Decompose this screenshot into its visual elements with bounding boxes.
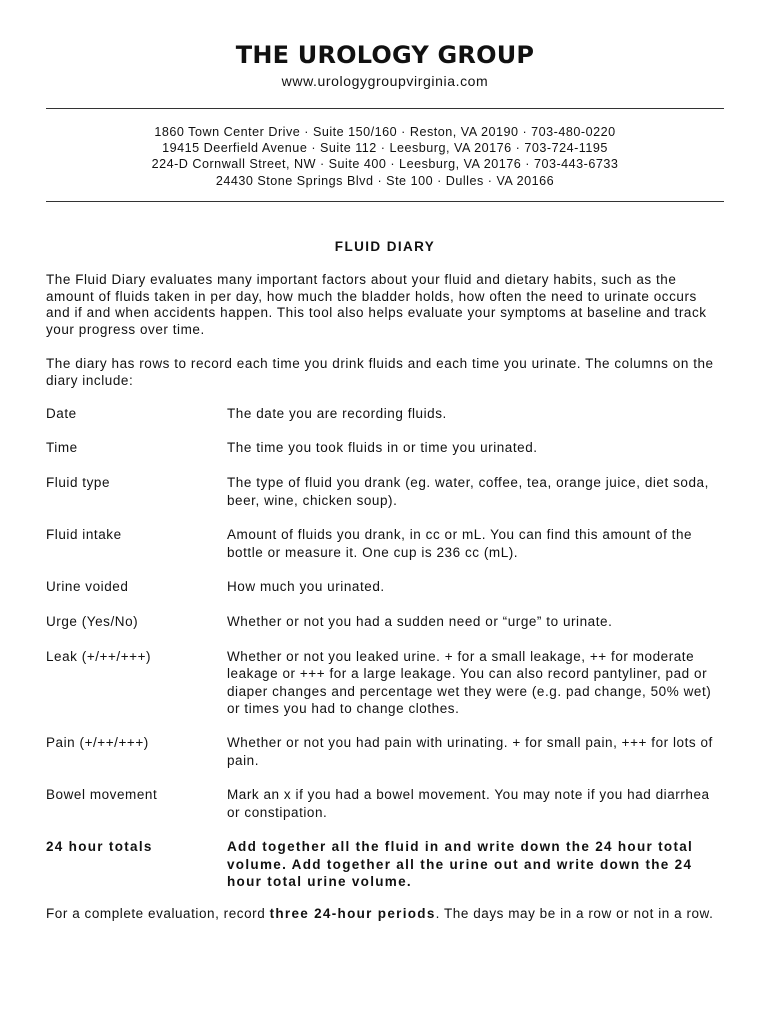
definition-description: Amount of fluids you drank, in cc or mL. You can find this amount of the bottle or measure it. One cup is 236 cc (mL). xyxy=(227,527,693,560)
intro-paragraph: The diary has rows to record each time you drink fluids and each time you urinate. The columns on the diary include: xyxy=(46,356,714,388)
definition-description: How much you urinated. xyxy=(227,579,385,595)
definition-description: Add together all the fluid in and write down the 24 hour total volume. Add together all the urine out and write down the 24 hour total urine volume. xyxy=(227,839,694,889)
organization-title: THE UROLOGY GROUP xyxy=(235,41,535,69)
section-title: FLUID DIARY xyxy=(334,238,436,254)
definition-term: Date xyxy=(46,405,77,421)
definition-term: Fluid type xyxy=(46,475,111,491)
definition-term: Fluid intake xyxy=(46,527,122,543)
definition-description: Whether or not you had a sudden need or “urge” to urinate. xyxy=(227,614,613,630)
definition-row xyxy=(46,439,724,456)
definition-term: Pain (+/++/+++) xyxy=(46,735,149,751)
definition-description: Mark an x if you had a bowel movement. You may note if you had diarrhea or constipation. xyxy=(227,787,710,820)
definition-row xyxy=(46,405,724,422)
definition-term: Leak (+/++/+++) xyxy=(46,648,152,664)
definition-row xyxy=(46,613,724,630)
bottom-divider xyxy=(46,201,724,202)
top-divider xyxy=(46,108,724,109)
definition-row xyxy=(46,648,724,718)
definition-row xyxy=(46,526,724,561)
definition-description: The time you took fluids in or time you urinated. xyxy=(227,440,538,455)
definition-term: 24 hour totals xyxy=(46,839,153,855)
definition-description: The date you are recording fluids. xyxy=(227,405,447,421)
definition-row xyxy=(46,734,724,769)
definition-row-totals xyxy=(46,838,724,890)
address-line: 1860 Town Center Drive · Suite 150/160 · Reston, VA 20190 · 703-480-0220 xyxy=(154,125,616,139)
intro-paragraph: The Fluid Diary evaluates many important factors about your fluid and dietary habits, such as the amount of fluids taken in per day, how much the bladder holds, how often the need to urinate occurs and if and when accidents happen. This tool also helps evaluate your symptoms at baseline and track your progress over time. xyxy=(46,271,707,338)
organization-website: www.urologygroupvirginia.com xyxy=(281,73,489,89)
footer-note xyxy=(46,906,724,923)
definition-term: Bowel movement xyxy=(46,787,158,803)
definition-row xyxy=(46,474,724,509)
definition-row xyxy=(46,578,724,595)
footer-text: For a complete evaluation, record xyxy=(46,906,270,922)
definition-description: Whether or not you had pain with urinating. + for small pain, +++ for lots of pain. xyxy=(227,735,713,768)
definition-term: Urge (Yes/No) xyxy=(46,614,139,630)
address-line: 24430 Stone Springs Blvd · Ste 100 · Dulles · VA 20166 xyxy=(215,173,555,188)
definition-term: Urine voided xyxy=(46,579,129,595)
definition-description: Whether or not you leaked urine. + for a small leakage, ++ for moderate leakage or +++ for a large leakage. You can also record pantyliner, pad or diaper changes and percentage wet they were (e.g. pad change, 50% wet) or times you had to change clothes. xyxy=(227,648,712,717)
definition-row xyxy=(46,786,724,821)
office-addresses xyxy=(46,124,724,189)
footer-text: . The days may be in a row or not in a row. xyxy=(435,906,714,922)
address-line: 19415 Deerfield Avenue · Suite 112 · Leesburg, VA 20176 · 703-724-1195 xyxy=(162,141,608,156)
definition-term: Time xyxy=(46,440,78,455)
footer-emphasis: three 24-hour periods xyxy=(269,906,436,922)
document-page xyxy=(46,40,724,937)
address-line: 224-D Cornwall Street, NW · Suite 400 · Leesburg, VA 20176 · 703-443-6733 xyxy=(151,157,619,172)
column-definitions xyxy=(46,405,724,891)
definition-description: The type of fluid you drank (eg. water, coffee, tea, orange juice, diet soda, beer, wine, chicken soup). xyxy=(227,475,709,508)
